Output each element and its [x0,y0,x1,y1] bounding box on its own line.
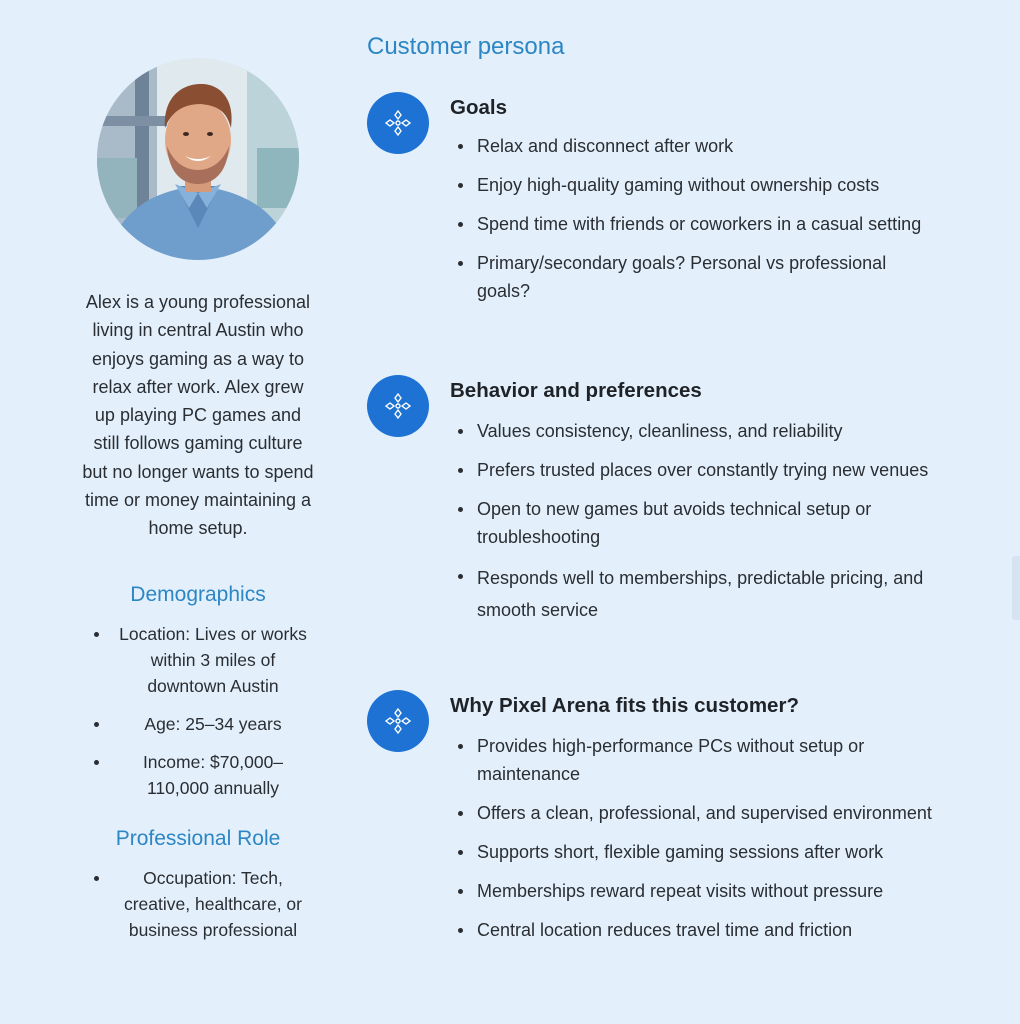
section-list [457,417,937,637]
demographics-heading: Demographics [130,582,266,606]
professional-role-heading: Professional Role [115,826,281,850]
professional-role-list [78,865,318,943]
section-title: Behavior and preferences [450,379,702,402]
page-title: Customer persona [367,33,565,60]
section-title: Goals [450,96,507,119]
persona-bio: Alex is a young professional living in central Austin who enjoys gaming as a way to relax after work. Alex grew up playing PC games and still follows gaming culture but no longer wants to spend time or money maintaining a home setup. [82,292,314,539]
list-item: Open to new games but avoids technical setup or troubleshooting [457,495,937,551]
list-item: Provides high-performance PCs without setup or maintenance [457,732,937,788]
portrait-image [97,58,299,260]
diamond-cluster-icon [367,92,429,154]
list-item: Values consistency, cleanliness, and reliability [457,417,937,445]
diamond-cluster-icon [367,375,429,437]
persona-profile [78,58,318,955]
list-item: Memberships reward repeat visits without pressure [457,877,937,905]
list-item: Primary/secondary goals? Personal vs professional goals? [457,249,937,305]
list-item: Offers a clean, professional, and supervised environment [457,799,937,827]
list-item: Responds well to memberships, predictable pricing, and smooth service [457,562,937,626]
list-item: Relax and disconnect after work [457,132,937,160]
section-title: Why Pixel Arena fits this customer? [450,694,799,717]
list-item: Supports short, flexible gaming sessions after work [457,838,937,866]
diamond-cluster-icon [367,690,429,752]
demographics-item: Income: $70,000–110,000 annually [78,749,318,801]
list-item: Prefers trusted places over constantly trying new venues [457,456,937,484]
demographics-list [78,621,318,801]
professional-role-item: Occupation: Tech, creative, healthcare, or business professional [78,865,318,943]
list-item: Enjoy high-quality gaming without ownership costs [457,171,937,199]
list-item: Spend time with friends or coworkers in a casual setting [457,210,937,238]
avatar [97,58,299,260]
section-list [457,732,937,955]
section-list [457,132,937,316]
scrollbar-thumb[interactable] [1012,556,1020,620]
demographics-item: Location: Lives or works within 3 miles of downtown Austin [78,621,318,699]
list-item: Central location reduces travel time and friction [457,916,937,944]
demographics-item: Age: 25–34 years [78,711,318,737]
